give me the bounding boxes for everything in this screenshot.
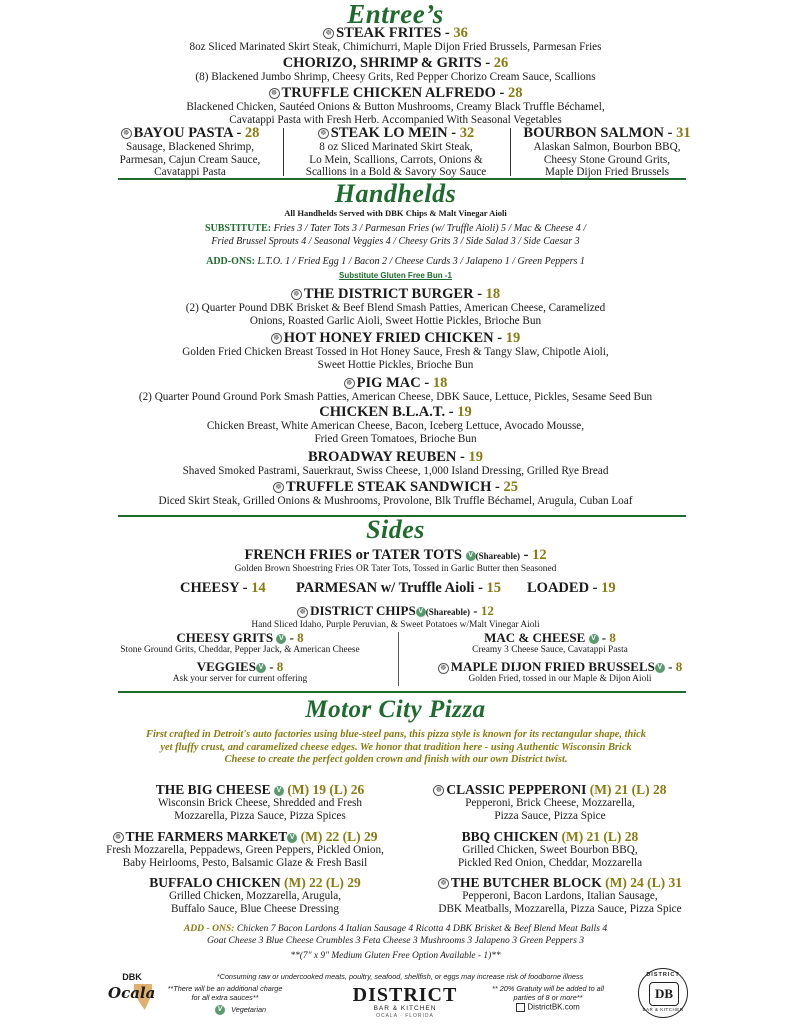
handhelds-note: All Handhelds Served with DBK Chips & Malt Vinegar Aioli xyxy=(284,208,507,218)
side-mac-cheese: MAC & CHEESE V - 8 Creamy 3 Cheese Sauce, Cavatappi Pasta xyxy=(400,630,700,656)
item-price: 19 xyxy=(601,580,616,596)
item-price: (M) 19 (L) 26 xyxy=(287,782,365,797)
item-price: 19 xyxy=(505,330,521,346)
item-desc: Pepperoni, Bacon Lardons, Italian Sausage, xyxy=(462,890,658,902)
item-desc: Buffalo Sauce, Blue Cheese Dressing xyxy=(171,902,339,915)
vegetarian-icon: V xyxy=(256,663,266,673)
item-name: TRUFFLE STEAK SANDWICH xyxy=(285,479,492,495)
item-price: 25 xyxy=(503,479,519,495)
item-desc: Onions, Roasted Garlic Aioli, Sweet Hottie Pickles, Brioche Bun xyxy=(249,314,542,327)
item-name: THE DISTRICT BURGER xyxy=(303,286,474,302)
addons-line: L.T.O. 1 / Fried Egg 1 / Bacon 2 / Cheese Curds 3 / Jalapeno 1 / Green Peppers 1 xyxy=(257,256,585,267)
column-divider xyxy=(283,128,284,176)
item-desc: Cheesy Stone Ground Grits, xyxy=(543,153,671,166)
side-district-chips: ☸ DISTRICT CHIPS V (Shareable) - 12 Hand Sliced Idaho, Purple Peruvian, & Sweet Potatoes w/Malt Vinegar Aioli xyxy=(0,603,791,631)
handheld-chicken-blat: CHICKEN B.L.A.T. - 19 Chicken Breast, White American Cheese, Bacon, Iceberg Lettuce, Avocado Mousse, Fried Green Tomatoes, Brioche Bun xyxy=(0,405,791,445)
item-desc: (2) Quarter Pound DBK Brisket & Beef Blend Smash Patties, American Cheese, Caramelized xyxy=(185,302,606,314)
item-desc: Fried Green Tomatoes, Brioche Bun xyxy=(314,432,477,445)
item-desc: Maple Dijon Fried Brussels xyxy=(545,166,669,178)
logo-location: OCALA · FLORIDA xyxy=(376,1013,434,1019)
addon-options xyxy=(0,255,791,268)
vegetarian-icon: V xyxy=(215,1005,225,1015)
item-price: 19 xyxy=(468,449,483,465)
item-price: 8 xyxy=(276,659,284,674)
item-desc: Shaved Smoked Pastrami, Sauerkraut, Swiss Cheese, 1,000 Island Dressing, Grilled Rye Bread xyxy=(182,465,609,477)
item-desc: (8) Blackened Jumbo Shrimp, Cheesy Grits, Red Pepper Chorizo Cream Sauce, Scallions xyxy=(195,71,596,83)
item-price: (M) 22 (L) 29 xyxy=(300,829,378,844)
entree-steak-lo-mein: ☸ STEAK LO MEIN - 32 8 oz Sliced Marinated Skirt Steak, Lo Mein, Scallions, Carrots, Onions & Scallions in a Bold & Savory Soy Sauce xyxy=(285,126,507,179)
item-desc: DBK Meatballs, Mozzarella, Pizza Sauce, Pizza Spice xyxy=(438,902,682,915)
bell-icon: ☸ xyxy=(438,878,449,889)
item-desc: Lo Mein, Scallions, Carrots, Onions & xyxy=(309,153,483,166)
item-desc: Chicken Breast, White American Cheese, Bacon, Iceberg Lettuce, Avocado Mousse, xyxy=(206,420,585,432)
gratuity-note xyxy=(483,985,613,1012)
bell-icon: ☸ xyxy=(291,289,302,300)
item-desc: (2) Quarter Pound Ground Pork Smash Patties, American Cheese, DBK Sauce, Lettuce, Pickles, Sesame Seed Bun xyxy=(138,391,653,403)
item-name: BUFFALO CHICKEN xyxy=(149,875,281,890)
pizza-farmers-market xyxy=(75,829,415,869)
substitute-line: Fried Brussel Sprouts 4 / Seasonal Veggies 4 / Cheesy Grits 3 / Side Salad 3 / Side Caesar 3 xyxy=(211,236,580,247)
item-name: BBQ CHICKEN xyxy=(461,829,559,844)
side-veggies: VEGGIES V - 8 Ask your server for current offering xyxy=(90,659,390,685)
fry-option-parmesan: PARMESAN w/ Truffle Aioli - 15 xyxy=(296,580,502,596)
bell-icon: ☸ xyxy=(318,128,329,139)
pizza-butcher-block xyxy=(400,875,720,915)
item-desc: Fresh Mozzarella, Peppadews, Green Peppers, Pickled Onion, xyxy=(106,844,384,856)
pizza-title: Motor City Pizza xyxy=(305,696,486,723)
item-desc: 8oz Sliced Marinated Skirt Steak, Chimichurri, Maple Dijon Fried Brussels, Parmesan Fries xyxy=(189,41,602,53)
item-name: STEAK LO MEIN xyxy=(330,125,448,141)
side-maple-brussels: ☸ MAPLE DIJON FRIED BRUSSELS V - 8 Golden Fried, tossed in our Maple & Dijon Aioli xyxy=(400,659,720,685)
fry-option-loaded: LOADED - 19 xyxy=(527,580,616,596)
item-desc: Pepperoni, Brick Cheese, Mozzarella, xyxy=(465,797,635,809)
item-price: 18 xyxy=(485,286,501,302)
item-price: 28 xyxy=(507,85,523,101)
item-price: (M) 22 (L) 29 xyxy=(283,875,361,890)
item-desc: Alaskan Salmon, Bourbon BBQ, xyxy=(533,141,681,153)
handheld-truffle-steak: ☸ TRUFFLE STEAK SANDWICH - 25 Diced Skirt Steak, Grilled Onions & Mushrooms, Provolone, Blk Truffle Béchamel, Arugula, Cuban Loaf xyxy=(0,480,791,508)
item-name: THE BIG CHEESE xyxy=(155,782,271,797)
badge-ring-bottom: BAR & KITCHEN xyxy=(642,1007,684,1012)
item-desc: Sweet Hottie Pickles, Brioche Bun xyxy=(317,358,474,371)
website-link[interactable]: DistrictBK.com xyxy=(527,1002,580,1012)
item-name: CHORIZO, SHRIMP & GRITS xyxy=(282,55,482,71)
item-desc: Golden Fried Chicken Breast Tossed in Hot Honey Sauce, Fresh & Tangy Slaw, Chipotle Aioli, xyxy=(182,346,609,358)
item-price: 36 xyxy=(453,25,468,41)
item-name: CHEESY xyxy=(180,580,240,596)
item-name: PIG MAC xyxy=(356,375,421,391)
entree-bourbon-salmon: BOURBON SALMON - 31 Alaskan Salmon, Bourbon BBQ, Cheesy Stone Ground Grits, Maple Dijon Fried Brussels xyxy=(512,126,702,179)
entrees-section xyxy=(0,0,791,28)
badge-ring-top: DISTRICT xyxy=(646,972,680,978)
logo-text: DBK xyxy=(122,972,142,982)
item-name: BOURBON SALMON xyxy=(523,125,664,141)
item-desc: Cavatappi Pasta xyxy=(154,166,226,178)
item-name: BROADWAY REUBEN xyxy=(308,449,457,465)
vegetarian-icon: V xyxy=(416,607,426,617)
intro-line: First crafted in Detroit's auto factories using blue-steel pans, this pizza style is known for its rectangular shape, thick xyxy=(146,729,646,740)
bell-icon: ☸ xyxy=(433,785,444,796)
item-price: 8 xyxy=(675,659,683,674)
item-desc: Golden Brown Shoestring Fries OR Tater Tots, Tossed in Garlic Butter then Seasoned xyxy=(234,564,557,574)
item-desc: Diced Skirt Steak, Grilled Onions & Mushrooms, Provolone, Blk Truffle Béchamel, Arugula, Cuban Loaf xyxy=(158,495,633,507)
bell-icon: ☸ xyxy=(438,663,449,674)
badge-monogram: DB xyxy=(649,982,679,1006)
item-price: 32 xyxy=(459,125,475,141)
handhelds-title: Handhelds xyxy=(334,179,457,208)
item-name: MAC & CHEESE xyxy=(484,630,586,645)
bell-icon: ☸ xyxy=(297,607,308,618)
item-price: 12 xyxy=(480,603,494,618)
item-name: VEGGIES xyxy=(196,659,256,674)
pizza-bbq-chicken xyxy=(400,829,700,869)
item-price: (M) 24 (L) 31 xyxy=(605,875,682,890)
logo-main: DISTRICT xyxy=(352,984,458,1006)
vegetarian-icon: V xyxy=(589,634,599,644)
dbk-ocala-logo xyxy=(108,972,156,1016)
item-name: FRENCH FRIES or TATER TOTS xyxy=(244,547,462,563)
pizza-addons xyxy=(0,923,791,946)
addons-line: Goat Cheese 3 Blue Cheese Crumbles 3 Feta Cheese 3 Mushrooms 3 Jalapeno 3 Green Peppers 3 xyxy=(206,934,585,946)
item-name: THE BUTCHER BLOCK xyxy=(450,875,602,890)
item-desc: Creamy 3 Cheese Sauce, Cavatappi Pasta xyxy=(472,645,628,655)
item-desc: Pickled Red Onion, Cheddar, Mozzarella xyxy=(457,856,643,869)
logo-script: Ocala xyxy=(108,984,156,1002)
vegetarian-icon: V xyxy=(274,786,284,796)
entree-truffle-alfredo: ☸ TRUFFLE CHICKEN ALFREDO - 28 Blackened Chicken, Sautéed Onions & Button Mushrooms, Creamy Black Truffle Béchamel, Cavatappi Pasta with Fresh Herb. Accompanied With Seasonal Vegetables xyxy=(0,86,791,126)
item-desc: Blackened Chicken, Sautéed Onions & Button Mushrooms, Creamy Black Truffle Béchamel, xyxy=(186,101,605,113)
entrees-title: Entree’s xyxy=(347,0,444,29)
side-fries: FRENCH FRIES or TATER TOTS V (Shareable) - 12 Golden Brown Shoestring Fries OR Tater Tots, Tossed in Garlic Butter then Seasoned xyxy=(0,548,791,575)
side-cheesy-grits: CHEESY GRITS V - 8 Stone Ground Grits, Cheddar, Pepper Jack, & American Cheese xyxy=(90,630,390,656)
substitute-options xyxy=(0,222,791,248)
handheld-broadway-reuben: BROADWAY REUBEN - 19 Shaved Smoked Pastrami, Sauerkraut, Swiss Cheese, 1,000 Island Dressing, Grilled Rye Bread xyxy=(0,450,791,478)
item-desc: Ask your server for current offering xyxy=(172,674,308,684)
sides-section xyxy=(0,517,791,543)
item-desc: Parmesan, Cajun Cream Sauce, xyxy=(119,153,261,166)
pizza-big-cheese xyxy=(110,782,410,822)
item-desc: Sausage, Blackened Shrimp, xyxy=(125,141,254,153)
vegetarian-icon: V xyxy=(276,634,286,644)
handheld-district-burger: ☸ THE DISTRICT BURGER - 18 (2) Quarter Pound DBK Brisket & Beef Blend Smash Patties, American Cheese, Caramelized Onions, Roasted Garlic Aioli, Sweet Hottie Pickles, Brioche Bun xyxy=(0,287,791,327)
fry-option-cheesy: CHEESY - 14 xyxy=(180,580,266,596)
bell-icon: ☸ xyxy=(113,832,124,843)
item-price: 26 xyxy=(493,55,509,71)
item-name: CHEESY GRITS xyxy=(176,630,274,645)
pizza-intro xyxy=(90,729,702,767)
column-divider xyxy=(398,632,399,686)
item-desc: Pizza Sauce, Pizza Spice xyxy=(494,809,606,822)
bell-icon: ☸ xyxy=(273,482,284,493)
entree-bayou-pasta: ☸ BAYOU PASTA - 28 Sausage, Blackened Shrimp, Parmesan, Cajun Cream Sauce, Cavatappi Pasta xyxy=(100,126,280,179)
item-desc: Grilled Chicken, Mozzarella, Arugula, xyxy=(168,890,342,902)
item-name: BAYOU PASTA xyxy=(133,125,233,141)
entree-chorizo: CHORIZO, SHRIMP & GRITS - 26 (8) Blackened Jumbo Shrimp, Cheesy Grits, Red Pepper Chorizo Cream Sauce, Scallions xyxy=(0,56,791,84)
consume-warning: *Consuming raw or undercooked meats, poultry, seafood, shellfish, or eggs may increase risk of foodborne illness xyxy=(216,972,584,981)
item-name: DISTRICT CHIPS xyxy=(310,603,416,618)
note-line: for all extra sauces** xyxy=(191,992,259,1002)
legend-text: Vegetarian xyxy=(231,1004,267,1014)
item-name: CHICKEN B.L.A.T. xyxy=(319,404,446,420)
district-logo xyxy=(350,985,460,1019)
addons-label: ADD - ONS: xyxy=(183,923,235,934)
entree-steak-frites: ☸ STEAK FRITES - 36 8oz Sliced Marinated Skirt Steak, Chimichurri, Maple Dijon Fried Brussels, Parmesan Fries xyxy=(0,26,791,54)
pizza-gluten-note: **(7" x 9" Medium Gluten Free Option Available - 1)** xyxy=(290,951,501,961)
sides-title: Sides xyxy=(366,515,425,544)
item-desc: Mozzarella, Pizza Sauce, Pizza Spices xyxy=(174,809,346,822)
handheld-hot-honey: ☸ HOT HONEY FRIED CHICKEN - 19 Golden Fried Chicken Breast Tossed in Hot Honey Sauce, Fresh & Tangy Slaw, Chipotle Aioli, Sweet Hottie Pickles, Brioche Bun xyxy=(0,331,791,371)
item-desc: Stone Ground Grits, Cheddar, Pepper Jack, & American Cheese xyxy=(120,645,360,655)
item-price: 31 xyxy=(676,125,691,141)
logo-sub: BAR & KITCHEN xyxy=(373,1005,437,1012)
extra-sauce-note xyxy=(165,985,285,1002)
item-name: STEAK FRITES xyxy=(336,25,442,41)
item-name: CLASSIC PEPPERONI xyxy=(446,782,587,797)
item-price: 19 xyxy=(457,404,472,420)
item-desc: Cavatappi Pasta with Fresh Herb. Accompanied With Seasonal Vegetables xyxy=(229,113,562,126)
item-desc: Hand Sliced Idaho, Purple Peruvian, & Sweet Potatoes w/Malt Vinegar Aioli xyxy=(251,620,540,630)
item-price: 28 xyxy=(244,125,260,141)
pizza-classic-pepperoni xyxy=(400,782,700,822)
handheld-pig-mac: ☸ PIG MAC - 18 (2) Quarter Pound Ground Pork Smash Patties, American Cheese, DBK Sauce, Lettuce, Pickles, Sesame Seed Bun xyxy=(0,376,791,404)
intro-line: yet fluffy crust, and caramelized cheese edges. We honor that tradition here - using Authentic Wisconsin Brick xyxy=(160,741,632,753)
bell-icon: ☸ xyxy=(323,28,334,39)
item-desc: Grilled Chicken, Sweet Bourbon BBQ, xyxy=(462,844,638,856)
addons-label: ADD-ONS: xyxy=(206,256,255,267)
item-price: 8 xyxy=(609,630,616,645)
note-line: ** 20% Gratuity will be added to all xyxy=(492,984,604,993)
substitute-label: SUBSTITUTE: xyxy=(204,223,272,234)
shareable-tag: (Shareable) xyxy=(425,607,471,617)
addons-line: Chicken 7 Bacon Lardons 4 Italian Sausage 4 Ricotta 4 DBK Brisket & Beef Blend Meat Balls 4 xyxy=(236,923,608,934)
item-price: 18 xyxy=(432,375,448,391)
item-price: 12 xyxy=(532,547,547,563)
item-desc: Wisconsin Brick Cheese, Shredded and Fresh xyxy=(158,797,362,809)
item-desc: Scallions in a Bold & Savory Soy Sauce xyxy=(305,166,487,178)
item-name: THE FARMERS MARKET xyxy=(125,829,288,844)
intro-line: Cheese to create the perfect golden crown and finish with our own District twist. xyxy=(224,754,568,765)
item-price: 8 xyxy=(297,630,304,645)
pizza-buffalo-chicken xyxy=(100,875,410,915)
item-desc: Golden Fried, tossed in our Maple & Dijon Aioli xyxy=(468,674,652,684)
item-name: LOADED xyxy=(527,580,590,596)
district-badge-logo xyxy=(638,968,688,1018)
item-price: 15 xyxy=(486,580,502,596)
shareable-tag: (Shareable) xyxy=(475,551,520,561)
vegetarian-icon: V xyxy=(287,833,297,843)
gluten-free-bun-note: Substitute Gluten Free Bun -1 xyxy=(339,271,452,280)
bell-icon: ☸ xyxy=(121,128,132,139)
item-name: MAPLE DIJON FRIED BRUSSELS xyxy=(450,659,655,674)
item-desc: Baby Heirlooms, Pesto, Balsamic Glaze & Fresh Basil xyxy=(122,856,368,869)
vegetarian-icon: V xyxy=(655,663,665,673)
item-name: HOT HONEY FRIED CHICKEN xyxy=(283,330,494,346)
item-price: 14 xyxy=(251,580,266,596)
column-divider xyxy=(510,128,511,176)
vegetarian-icon: V xyxy=(466,551,476,561)
website-icon xyxy=(516,1003,525,1012)
item-name: TRUFFLE CHICKEN ALFREDO xyxy=(281,85,496,101)
vegetarian-legend xyxy=(215,1005,266,1015)
section-divider xyxy=(118,691,686,693)
item-name: PARMESAN w/ Truffle Aioli xyxy=(296,580,475,596)
substitute-line: Fries 3 / Tater Tots 3 / Parmesan Fries (w/ Truffle Aioli) 5 / Mac & Cheese 4 / xyxy=(273,223,587,234)
pizza-section xyxy=(0,697,791,722)
handhelds-section xyxy=(0,181,791,218)
bell-icon: ☸ xyxy=(271,333,282,344)
bell-icon: ☸ xyxy=(269,88,280,99)
item-desc: 8 oz Sliced Marinated Skirt Steak, xyxy=(319,141,473,153)
item-price: (M) 21 (L) 28 xyxy=(561,829,639,844)
note-line: parties of 8 or more** xyxy=(513,992,583,1002)
bell-icon: ☸ xyxy=(344,378,355,389)
note-line: **There will be an additional charge xyxy=(167,984,283,993)
item-price: (M) 21 (L) 28 xyxy=(589,782,667,797)
